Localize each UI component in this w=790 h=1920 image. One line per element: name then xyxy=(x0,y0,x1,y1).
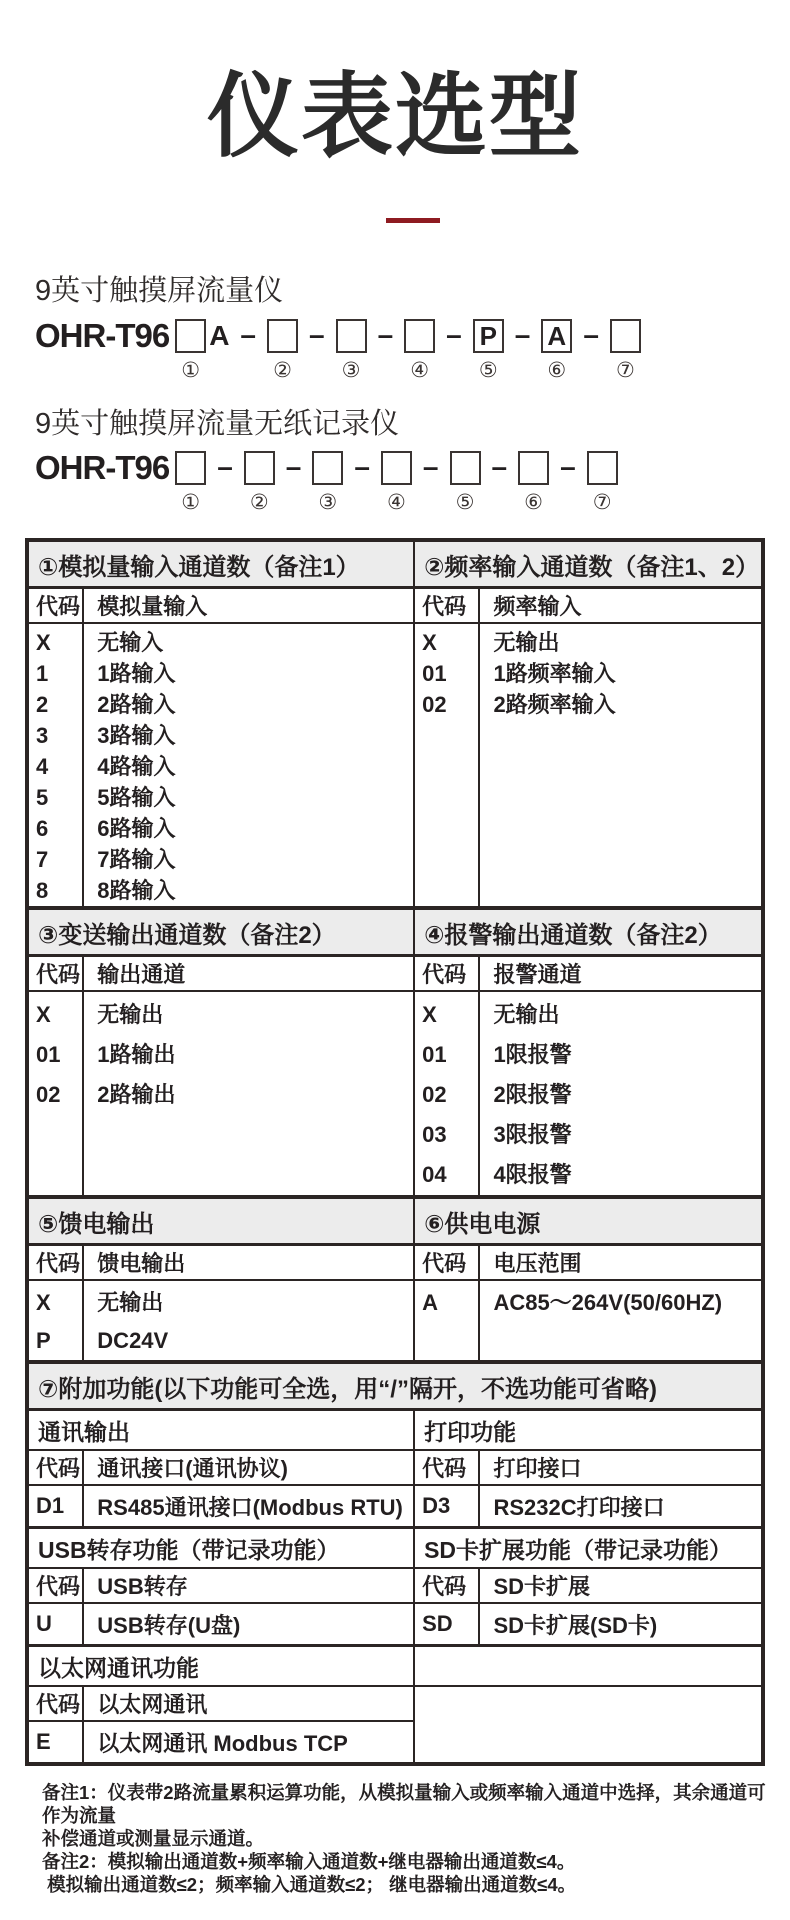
desc-cell-block xyxy=(479,991,763,1197)
desc-cell: RS485通讯接口(Modbus RTU) xyxy=(83,1485,414,1528)
separator-dash: – xyxy=(422,451,439,483)
position-number: ① xyxy=(181,358,201,382)
desc-value: 2限报警 xyxy=(493,1082,572,1108)
code-box xyxy=(175,319,206,353)
separator-dash: – xyxy=(583,318,599,350)
desc-value: DC24V xyxy=(97,1328,169,1354)
page-title: 仪表选型 xyxy=(206,66,583,168)
desc-cell-block xyxy=(479,623,763,908)
model-slot xyxy=(404,319,435,382)
desc-column-header: SD卡扩展 xyxy=(479,1568,763,1603)
position-number: ② xyxy=(273,358,292,382)
model-slot-column xyxy=(610,319,641,382)
code-cell: SD xyxy=(414,1603,479,1646)
model-slot-column xyxy=(587,451,618,514)
code-value: 8 xyxy=(36,878,49,904)
section-header: ⑤馈电输出 xyxy=(27,1197,414,1245)
desc-column-header: 以太网通讯 xyxy=(83,1686,414,1721)
code-value: X xyxy=(422,630,437,656)
separator-dash: – xyxy=(560,451,576,483)
code-value: X xyxy=(36,1290,51,1316)
desc-value: 无输入 xyxy=(97,630,164,656)
code-cell: U xyxy=(27,1603,83,1646)
code-value: 04 xyxy=(422,1162,447,1188)
footnotes xyxy=(42,1781,772,1896)
model-slot-column xyxy=(312,451,343,514)
desc-cell: 以太网通讯 Modbus TCP xyxy=(83,1721,414,1764)
desc-value: 8路输入 xyxy=(97,878,176,904)
code-column-header: 代码 xyxy=(27,956,83,992)
code-cell: E xyxy=(27,1721,83,1764)
footnote-line: 备注1：仪表带2路流量累积运算功能，从模拟量输入或频率输入通道中选择，其余通道可作为流量 xyxy=(42,1782,766,1827)
model-slot xyxy=(473,319,504,382)
desc-column-header: USB转存 xyxy=(83,1568,414,1603)
model-slot xyxy=(450,451,481,514)
position-number: ⑤ xyxy=(478,358,498,382)
code-column-header: 代码 xyxy=(27,1568,83,1603)
position-number: ⑥ xyxy=(524,491,543,515)
position-number: ⑥ xyxy=(547,358,567,382)
position-number: ① xyxy=(181,491,201,515)
model-slot-column xyxy=(381,451,412,514)
code-cell-block xyxy=(27,991,83,1197)
code-cell: D1 xyxy=(27,1485,83,1528)
code-value: 02 xyxy=(422,692,447,718)
function-group-header: SD卡扩展功能（带记录功能） xyxy=(414,1528,763,1569)
code-value: 6 xyxy=(36,816,49,842)
code-box xyxy=(518,451,549,485)
code-column-header: 代码 xyxy=(414,1568,479,1603)
code-value: X xyxy=(36,1002,51,1028)
separator-dash: – xyxy=(377,318,394,350)
code-value: 03 xyxy=(422,1122,447,1148)
code-cell-block xyxy=(27,623,83,908)
section-header-full: ⑦附加功能(以下功能可全选，用“/”隔开，不选功能可省略) xyxy=(27,1362,763,1410)
code-value: X xyxy=(422,1002,437,1028)
desc-column-header: 报警通道 xyxy=(479,956,763,992)
desc-value: 无输出 xyxy=(493,630,560,656)
title-accent-rule xyxy=(386,218,440,223)
model-number-line xyxy=(35,451,790,514)
code-value: 2 xyxy=(36,692,49,718)
code-box xyxy=(267,319,298,353)
desc-value: 6路输入 xyxy=(97,816,176,842)
code-box xyxy=(450,451,481,485)
model-slot-column xyxy=(450,451,481,514)
model-slot xyxy=(175,319,229,382)
model-prefix: OHR-T96 xyxy=(35,449,170,487)
desc-value: 无输出 xyxy=(97,1290,164,1316)
model-slot-column xyxy=(175,451,206,514)
code-column-header: 代码 xyxy=(414,1450,479,1485)
fixed-code-letter: A xyxy=(209,319,230,351)
desc-value: 1路输出 xyxy=(97,1042,176,1068)
desc-value: 3限报警 xyxy=(493,1122,572,1148)
position-number: ③ xyxy=(318,491,338,515)
code-column-header: 代码 xyxy=(414,1245,479,1281)
model-slot-column xyxy=(473,319,504,382)
function-group-header: USB转存功能（带记录功能） xyxy=(27,1528,414,1569)
model-slot-column xyxy=(518,451,549,514)
code-box: P xyxy=(473,319,504,353)
model-number-line xyxy=(35,316,790,382)
desc-cell: RS232C打印接口 xyxy=(479,1485,763,1528)
code-cell-block xyxy=(414,991,479,1197)
function-group-header: 以太网通讯功能 xyxy=(27,1646,414,1687)
model-slot xyxy=(587,451,618,514)
position-number: ⑦ xyxy=(592,491,612,515)
separator-dash: – xyxy=(309,318,325,350)
desc-value: 1路频率输入 xyxy=(493,661,616,687)
desc-column-header: 打印接口 xyxy=(479,1450,763,1485)
separator-dash: – xyxy=(217,451,233,483)
desc-column-header: 馈电输出 xyxy=(83,1245,414,1281)
desc-value: 2路输入 xyxy=(97,692,176,718)
code-cell-block xyxy=(414,1280,479,1362)
desc-value: 2路频率输入 xyxy=(493,692,616,718)
code-value: 1 xyxy=(36,661,49,687)
position-number: ④ xyxy=(387,491,406,515)
desc-value: 1限报警 xyxy=(493,1042,572,1068)
empty-cell xyxy=(414,1686,763,1764)
separator-dash: – xyxy=(514,318,531,350)
section-header: ②频率输入通道数（备注1、2） xyxy=(414,540,763,588)
code-box: A xyxy=(541,319,572,353)
model-subtitle: 9英寸触摸屏流量无纸记录仪 xyxy=(35,407,400,440)
separator-dash: – xyxy=(446,318,462,350)
code-value: 5 xyxy=(36,785,49,811)
desc-cell: USB转存(U盘) xyxy=(83,1603,414,1646)
model-slot-column xyxy=(244,451,275,514)
code-box xyxy=(610,319,641,353)
code-value: 01 xyxy=(422,661,447,687)
model-slot xyxy=(244,451,275,514)
position-number: ③ xyxy=(341,358,361,382)
footnote-line: 模拟输出通道数≤2；频率输入通道数≤2； 继电器输出通道数≤4。 xyxy=(42,1874,577,1896)
model-slot-column xyxy=(336,319,367,382)
model-slot xyxy=(381,451,412,514)
footnote-line: 备注2：模拟输出通道数+频率输入通道数+继电器输出通道数≤4。 xyxy=(42,1851,576,1873)
code-cell: D3 xyxy=(414,1485,479,1528)
desc-cell-block xyxy=(83,991,414,1197)
position-number: ⑦ xyxy=(615,358,635,382)
model-slot xyxy=(267,319,298,382)
desc-column-header: 通讯接口(通讯协议) xyxy=(83,1450,414,1485)
code-box xyxy=(404,319,435,353)
code-value: 02 xyxy=(36,1082,61,1108)
code-column-header: 代码 xyxy=(27,1450,83,1485)
position-number: ② xyxy=(249,491,269,515)
section-header: ⑥供电电源 xyxy=(414,1197,763,1245)
model-lines xyxy=(35,275,790,514)
code-cell-block xyxy=(414,623,479,908)
section-header: ①模拟量输入通道数（备注1） xyxy=(27,540,414,588)
desc-value: 无输出 xyxy=(493,1002,560,1028)
separator-dash: – xyxy=(240,318,256,350)
code-value: 7 xyxy=(36,847,49,873)
model-slot xyxy=(312,451,343,514)
desc-value: 3路输入 xyxy=(97,723,176,749)
function-group-header xyxy=(414,1646,763,1687)
code-value: 01 xyxy=(36,1042,61,1068)
desc-cell: SD卡扩展(SD卡) xyxy=(479,1603,763,1646)
model-slot xyxy=(175,451,206,514)
model-slot-column xyxy=(175,319,206,382)
model-slot-column xyxy=(267,319,298,382)
code-value: 4 xyxy=(36,754,49,780)
desc-value: 4限报警 xyxy=(493,1162,572,1188)
code-box xyxy=(244,451,275,485)
model-composition-area xyxy=(35,275,790,514)
desc-value: 4路输入 xyxy=(97,754,176,780)
model-slot xyxy=(541,319,572,382)
code-column-header: 代码 xyxy=(414,956,479,992)
desc-value: 无输出 xyxy=(97,1002,164,1028)
desc-column-header: 输出通道 xyxy=(83,956,414,992)
model-slot-column xyxy=(404,319,435,382)
code-value: A xyxy=(422,1290,438,1316)
section-header: ④报警输出通道数（备注2） xyxy=(414,908,763,956)
position-number: ⑤ xyxy=(455,491,475,515)
function-group-header: 打印功能 xyxy=(414,1410,763,1451)
desc-value: 2路输出 xyxy=(97,1082,176,1108)
code-box xyxy=(312,451,343,485)
code-box xyxy=(587,451,618,485)
desc-value: 5路输入 xyxy=(97,785,176,811)
desc-value: AC85～264V(50/60HZ) xyxy=(493,1290,723,1316)
desc-column-header: 频率输入 xyxy=(479,588,763,624)
desc-column-header: 模拟量输入 xyxy=(83,588,414,624)
model-slot xyxy=(610,319,641,382)
model-slot xyxy=(518,451,549,514)
code-box xyxy=(175,451,206,485)
code-value: 01 xyxy=(422,1042,447,1068)
desc-cell-block xyxy=(83,623,414,908)
function-group-header: 通讯输出 xyxy=(27,1410,414,1451)
separator-dash: – xyxy=(354,451,370,483)
code-column-header: 代码 xyxy=(414,588,479,624)
selection-table xyxy=(25,538,765,1766)
model-slot-column xyxy=(541,319,572,382)
section-header: ③变送输出通道数（备注2） xyxy=(27,908,414,956)
separator-dash: – xyxy=(285,451,302,483)
model-slot xyxy=(336,319,367,382)
footnote-line: 补偿通道或测量显示通道。 xyxy=(42,1828,265,1850)
position-number: ④ xyxy=(410,358,430,382)
code-box xyxy=(336,319,367,353)
code-value: 02 xyxy=(422,1082,447,1108)
code-column-header: 代码 xyxy=(27,1686,83,1721)
desc-cell-block xyxy=(479,1280,763,1362)
separator-dash: – xyxy=(491,451,508,483)
code-column-header: 代码 xyxy=(27,588,83,624)
desc-value: 1路输入 xyxy=(97,661,176,687)
code-value: P xyxy=(36,1328,51,1354)
desc-column-header: 电压范围 xyxy=(479,1245,763,1281)
code-value: 3 xyxy=(36,723,49,749)
desc-value: 7路输入 xyxy=(97,847,176,873)
code-box xyxy=(381,451,412,485)
desc-cell-block xyxy=(83,1280,414,1362)
model-subtitle: 9英寸触摸屏流量仪 xyxy=(35,275,284,308)
code-column-header: 代码 xyxy=(27,1245,83,1281)
code-cell-block xyxy=(27,1280,83,1362)
code-value: X xyxy=(36,630,51,656)
model-prefix: OHR-T96 xyxy=(35,316,170,354)
